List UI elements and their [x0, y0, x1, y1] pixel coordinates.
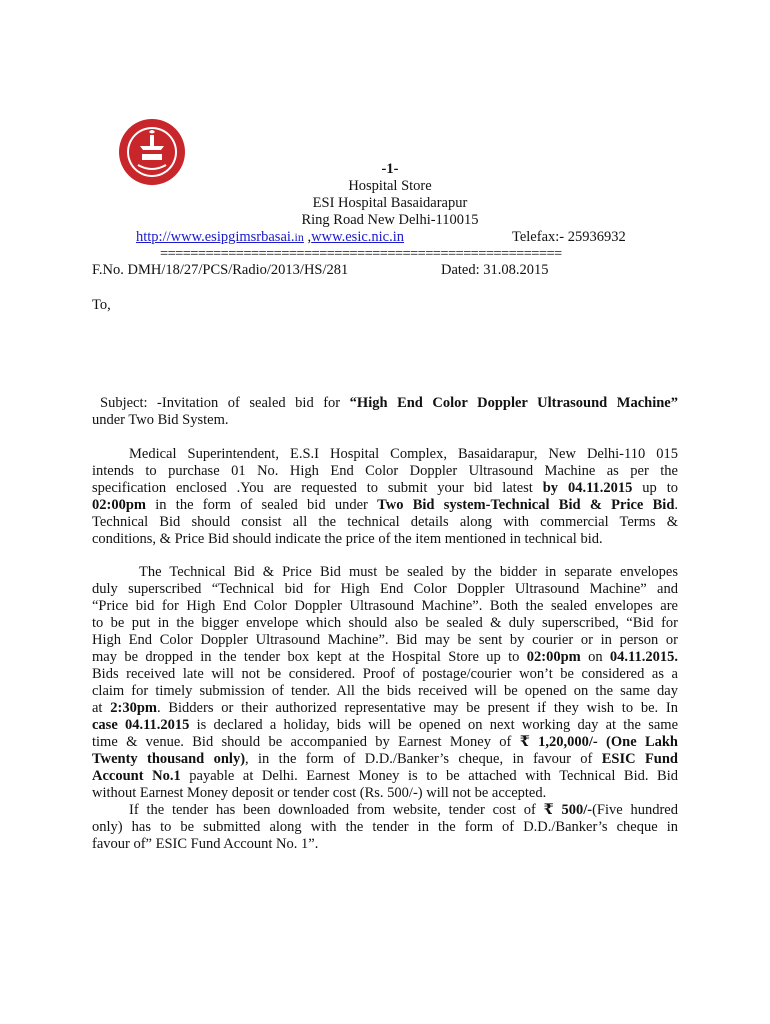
paragraph-1: Medical Superintendent, E.S.I Hospital Complex, Basaidarapur, New Delhi-110 015 intends to purchase 01 No. High End Color Doppler Ultrasound Machine as per the specification enclosed .You are requested to submit your bid latest by 04.11.2015 up to 02:00pm in the form of sealed bid under Two Bid system-Technical Bid & Price Bid. Technical Bid should consist all the technical details along with commercial Terms & conditions, & Price Bid should indicate the price of the item mentioned in technical bid.: [92, 446, 679, 547]
file-number: F.No. DMH/18/27/PCS/Radio/2013/HS/281: [92, 262, 349, 278]
telefax: Telefax:- 25936932: [512, 229, 626, 245]
website-2-link[interactable]: www.esic.nic.in: [311, 229, 405, 245]
subject: Subject: -Invitation of sealed bid for “High End Color Doppler Ultrasound Machine” under Two Bid System.: [92, 395, 678, 428]
esic-logo: [118, 118, 186, 186]
page-number: -1-: [381, 161, 399, 177]
paragraph-2: The Technical Bid & Price Bid must be sealed by the bidder in separate envelopes duly superscribed “Technical bid for High End Color Doppler Ultrasound Machine” and “Price bid for High End Color Doppler Ultrasound Machine”. Both the sealed envelopes are to be put in the bigger envelope which should also be sealed & duly superscribed, “Bid for High End Color Doppler Ultrasound Machine”. Bid may be sent by courier or in person or may be dropped in the tender box kept at the Hospital Store up to 02:00pm on 04.11.2015. Bids received late will not be considered. Proof of postage/courier won’t be considered as a claim for timely submission of tender. All the bids received will be opened on the same day at 2:30pm. Bidders or their authorized representative may be present if they wish to be. In case 04.11.2015 is declared a holiday, bids will be opened on next working day at the same time & venue. Bid should be accompanied by Earnest Money of ₹ 1,20,000/- (One Lakh Twenty thousand only), in the form of D.D./Banker’s cheque, in favour of ESIC Fund Account No.1 payable at Delhi. Earnest Money is to be attached with Technical Bid. Bid without Earnest Money deposit or tender cost (Rs. 500/-) will not be accepted. If the tender has been downloaded from website, tender cost of ₹ 500/-(Five hundred only) has to be submitted along with the tender in the form of D.D./Banker’s cheque in favour of” ESIC Fund Account No. 1”.: [92, 564, 679, 852]
dated: Dated: 31.08.2015: [441, 262, 549, 278]
salutation: To,: [92, 297, 111, 313]
org-line-3: Ring Road New Delhi-110015: [301, 212, 479, 228]
separator: =====================================================: [160, 246, 562, 262]
org-line-1: Hospital Store: [348, 178, 432, 194]
org-line-2: ESI Hospital Basaidarapur: [312, 195, 468, 211]
website-1-link[interactable]: http://www.esipgimsrbasai.in: [136, 229, 304, 245]
website-line: http://www.esipgimsrbasai.in ,www.esic.nic.in: [136, 229, 405, 245]
